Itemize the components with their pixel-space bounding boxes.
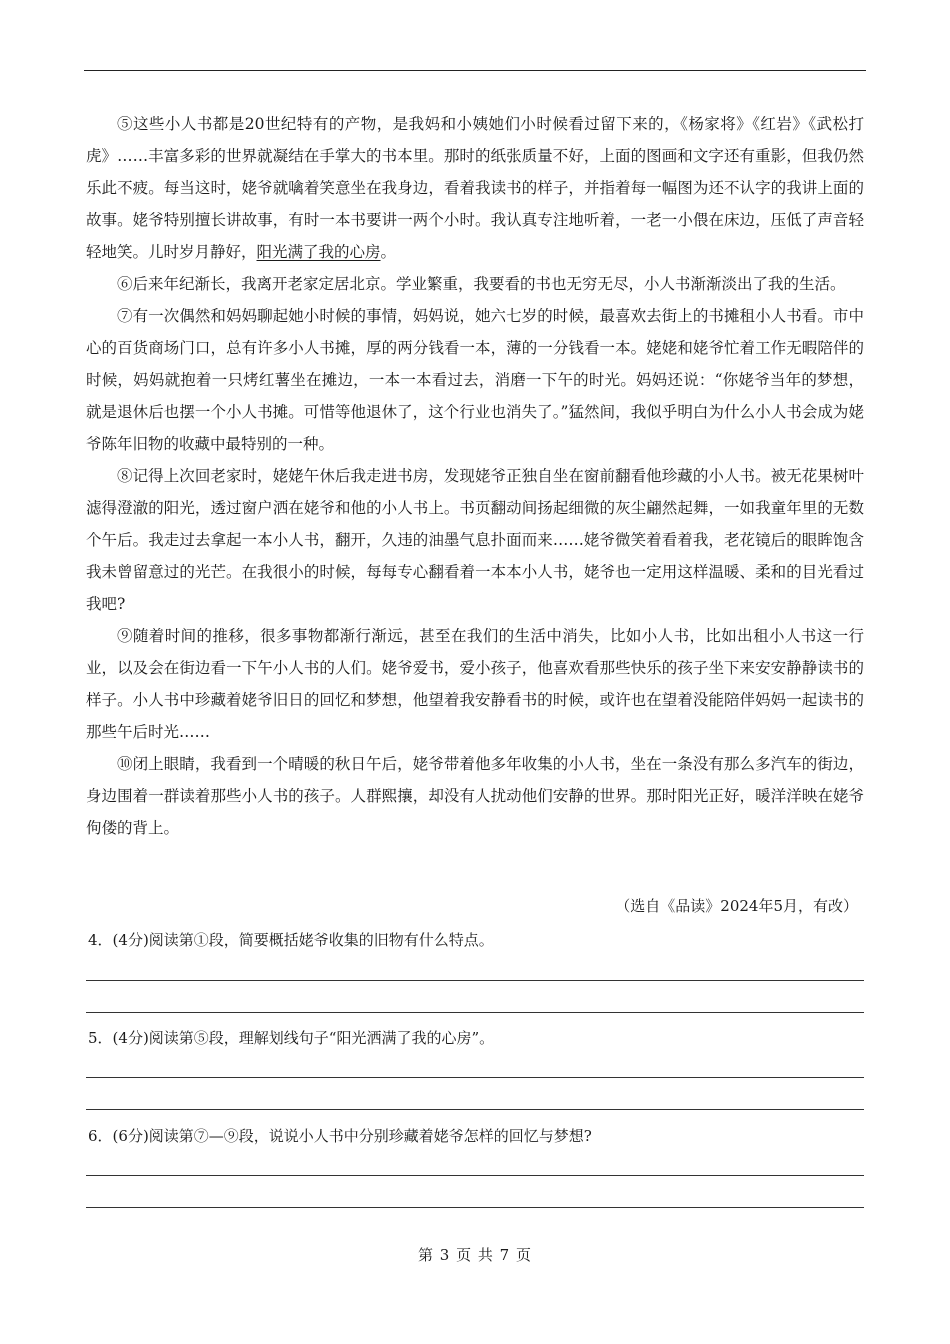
paragraph-9: ⑨随着时间的推移，很多事物都渐行渐远，甚至在我们的生活中消失，比如小人书，比如出租小人书这一行业，以及会在街边看一下午小人书的人们。姥爷爱书，爱小孩子，他喜欢看那些快乐的孩子坐下来安安静静读书的样子。小人书中珍藏着姥爷旧日的回忆和梦想，他望着我安静看书的时候，或许也在望着没能陪伴妈妈一起读书的那些午后时光…… xyxy=(86,627,864,741)
source-citation: （选自《品读》2024年5月，有改） xyxy=(615,897,858,915)
paragraph-5-text: ⑤这些小人书都是20世纪特有的产物，是我妈和小姨她们小时候看过留下来的，《杨家将》《红岩》《武松打虎》……丰富多彩的世界就凝结在手掌大的书本里。那时的纸张质量不好，上面的图画和文字还有重影，但我仍然乐此不疲。每当这时，姥爷就噙着笑意坐在我身边，看着我读书的样子，并指着每一幅图为还不认字的我讲上面的故事。姥爷特别擅长讲故事，有时一本书要讲一两个小时。我认真专注地听着，一老一小偎在床边，压低了声音轻轻地笑。儿时岁月静好， xyxy=(86,115,864,261)
paragraph-5-end: 。 xyxy=(380,243,397,261)
paragraph-10: ⑩闭上眼睛，我看到一个晴暖的秋日午后，姥爷带着他多年收集的小人书，坐在一条没有那么多汽车的街边，身边围着一群读着那些小人书的孩子。人群熙攘，却没有人扰动他们安静的世界。那时阳光正好，暖洋洋映在姥爷佝偻的背上。 xyxy=(86,755,864,837)
question-4: 4．(4分)阅读第①段，简要概括姥爷收集的旧物有什么特点。 xyxy=(88,931,494,949)
header-rule xyxy=(84,70,866,71)
paragraph-7: ⑦有一次偶然和妈妈聊起她小时候的事情，妈妈说，她六七岁的时候，最喜欢去街上的书摊租小人书看。市中心的百货商场门口，总有许多小人书摊，厚的两分钱看一本，薄的一分钱看一本。姥姥和姥爷忙着工作无暇陪伴的时候，妈妈就抱着一只烤红薯坐在摊边，一本一本看过去，消磨一下午的时光。妈妈还说：“你姥爷当年的梦想，就是退休后也摆一个小人书摊。可惜等他退休了，这个行业也消失了。”猛然间，我似乎明白为什么小人书会成为姥爷陈年旧物的收藏中最特别的一种。 xyxy=(86,307,864,453)
paragraph-5 xyxy=(86,108,864,268)
paragraph-6: ⑥后来年纪渐长，我离开老家定居北京。学业繁重，我要看的书也无穷无尽，小人书渐渐淡出了我的生活。 xyxy=(117,275,846,293)
paragraph-8: ⑧记得上次回老家时，姥姥午休后我走进书房，发现姥爷正独自坐在窗前翻看他珍藏的小人书。被无花果树叶滤得澄澈的阳光，透过窗户洒在姥爷和他的小人书上。书页翻动间扬起细微的灰尘翩然起舞，一如我童年里的无数个午后。我走过去拿起一本小人书，翻开，久违的油墨气息扑面而来……姥爷微笑着看着我，老花镜后的眼眸饱含我未曾留意过的光芒。在我很小的时候，每每专心翻看着一本本小人书，姥爷也一定用这样温暖、柔和的目光看过我吧? xyxy=(86,467,864,613)
question-6: 6．(6分)阅读第⑦—⑨段，说说小人书中分别珍藏着姥爷怎样的回忆与梦想? xyxy=(88,1127,592,1145)
question-5: 5．(4分)阅读第⑤段，理解划线句子“阳光洒满了我的心房”。 xyxy=(88,1029,495,1047)
page-number: 第 3 页 共 7 页 xyxy=(418,1246,532,1264)
reading-passage xyxy=(86,108,864,844)
answer-line[interactable] xyxy=(86,1077,864,1078)
answer-line[interactable] xyxy=(86,1012,864,1013)
answer-line[interactable] xyxy=(86,980,864,981)
underlined-sentence: 阳光满了我的心房 xyxy=(256,243,381,261)
answer-line[interactable] xyxy=(86,1207,864,1208)
answer-line[interactable] xyxy=(86,1109,864,1110)
answer-line[interactable] xyxy=(86,1175,864,1176)
